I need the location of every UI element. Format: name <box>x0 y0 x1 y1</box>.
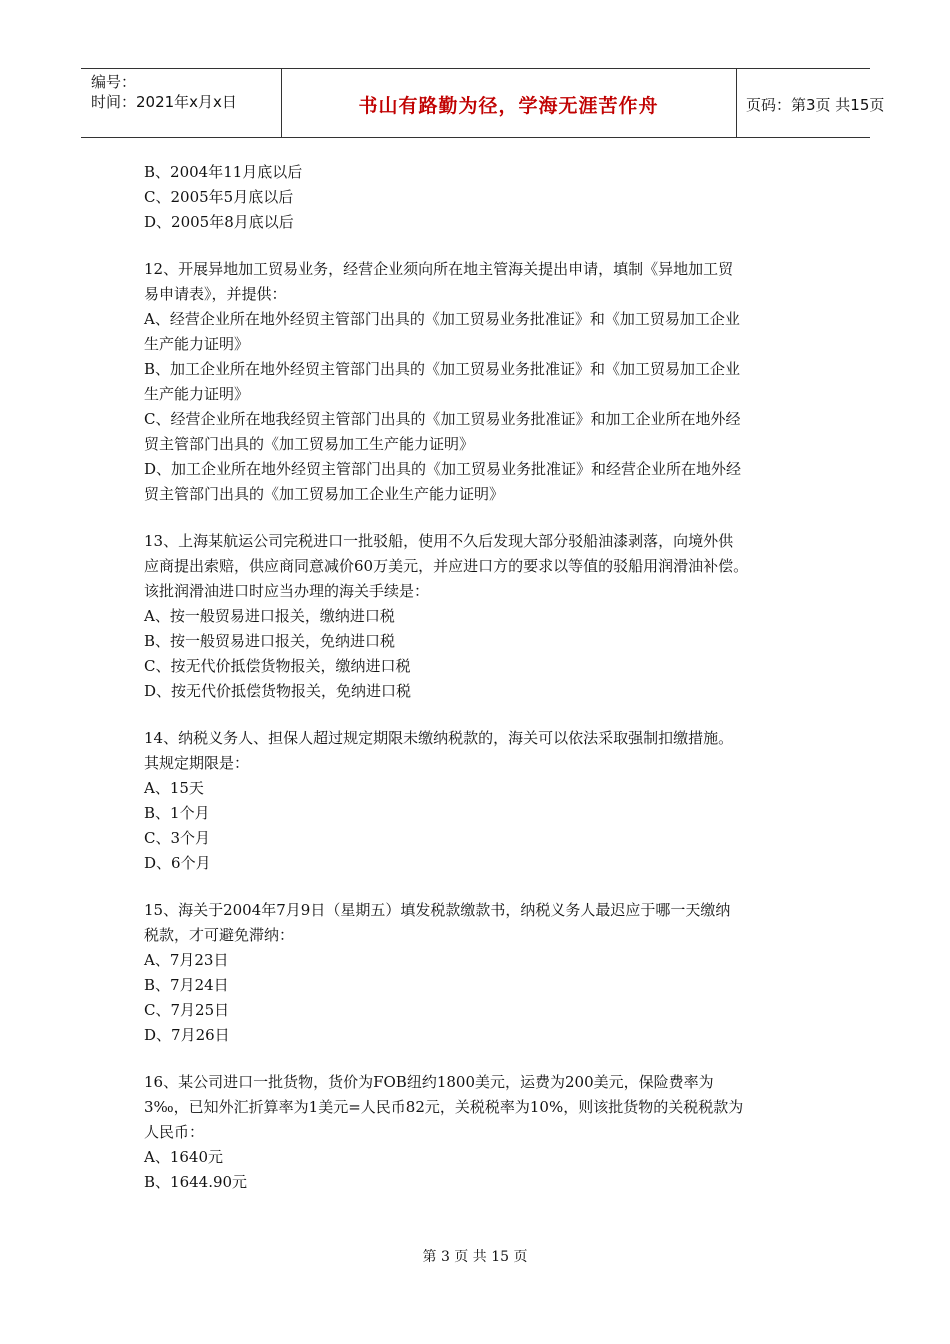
text-line: 应商提出索赔，供应商同意减价60万美元，并应进口方的要求以等值的驳船用润滑油补偿。 <box>144 557 749 575</box>
paragraph-gap <box>144 876 824 898</box>
paragraph-gap <box>144 235 824 257</box>
text-line: D、2005年8月底以后 <box>144 213 294 231</box>
question-block <box>144 1070 824 1195</box>
question-block <box>144 529 824 704</box>
header-motto-cell <box>281 69 737 137</box>
question-continuation <box>144 160 824 235</box>
text-line: C、经营企业所在地我经贸主管部门出具的《加工贸易业务批准证》和加工企业所在地外经 <box>144 410 741 428</box>
question-block <box>144 898 824 1048</box>
question-block <box>144 257 824 507</box>
text-line: D、7月26日 <box>144 1026 230 1044</box>
header-page-code: 页码：第3页 共15页 <box>746 96 885 114</box>
text-line: C、按无代价抵偿货物报关，缴纳进口税 <box>144 657 411 675</box>
text-line: C、2005年5月底以后 <box>144 188 294 206</box>
text-line: D、6个月 <box>144 854 211 872</box>
text-line: 15、海关于2004年7月9日（星期五）填发税款缴款书，纳税义务人最迟应于哪一天缴纳 <box>144 901 731 919</box>
text-line: 14、纳税义务人、担保人超过规定期限未缴纳税款的，海关可以依法采取强制扣缴措施。 <box>144 729 734 747</box>
text-line: A、按一般贸易进口报关，缴纳进口税 <box>144 607 395 625</box>
document-date-label: 时间：2021年x月x日 <box>91 93 237 111</box>
text-line: 生产能力证明》 <box>144 335 250 353</box>
paragraph-gap <box>144 704 824 726</box>
text-line: 16、某公司进口一批货物，货价为FOB纽约1800美元，运费为200美元，保险费率为 <box>144 1073 714 1091</box>
text-line: B、1644.90元 <box>144 1173 248 1191</box>
text-line: 贸主管部门出具的《加工贸易加工企业生产能力证明》 <box>144 485 505 503</box>
header-page-cell <box>736 69 885 137</box>
text-line: D、加工企业所在地外经贸主管部门出具的《加工贸易业务批准证》和经营企业所在地外经 <box>144 460 742 478</box>
question-block <box>144 726 824 876</box>
text-line: 3‰，已知外汇折算率为1美元=人民币82元，关税税率为10%，则该批货物的关税税款为 <box>144 1098 744 1116</box>
text-line: D、按无代价抵偿货物报关，免纳进口税 <box>144 682 412 700</box>
header-info-cell <box>81 69 282 137</box>
page-footer: 第 3 页 共 15 页 <box>422 1249 528 1265</box>
text-line: A、15天 <box>144 779 204 797</box>
paragraph-gap <box>144 507 824 529</box>
text-line: 贸主管部门出具的《加工贸易加工生产能力证明》 <box>144 435 475 453</box>
header-motto: 书山有路勤为径，学海无涯苦作舟 <box>358 95 659 117</box>
text-line: 人民币： <box>144 1123 205 1141</box>
text-line: 12、开展异地加工贸易业务，经营企业须向所在地主管海关提出申请，填制《异地加工贸 <box>144 260 734 278</box>
text-line: 生产能力证明》 <box>144 385 250 403</box>
text-line: A、经营企业所在地外经贸主管部门出具的《加工贸易业务批准证》和《加工贸易加工企业 <box>144 310 740 328</box>
text-line: A、7月23日 <box>144 951 229 969</box>
text-line: A、1640元 <box>144 1148 224 1166</box>
text-line: C、7月25日 <box>144 1001 230 1019</box>
text-line: 其规定期限是： <box>144 754 250 772</box>
text-line: B、加工企业所在地外经贸主管部门出具的《加工贸易业务批准证》和《加工贸易加工企业 <box>144 360 741 378</box>
text-line: 税款，才可避免滞纳： <box>144 926 295 944</box>
text-line: C、3个月 <box>144 829 211 847</box>
text-line: B、7月24日 <box>144 976 229 994</box>
text-line: B、1个月 <box>144 804 210 822</box>
text-line: 该批润滑油进口时应当办理的海关手续是： <box>144 582 430 600</box>
text-line: 13、上海某航运公司完税进口一批驳船，使用不久后发现大部分驳船油漆剥落，向境外供 <box>144 532 734 550</box>
document-body <box>144 160 824 1195</box>
text-line: B、2004年11月底以后 <box>144 163 303 181</box>
document-number-label: 编号： <box>91 73 137 91</box>
text-line: B、按一般贸易进口报关，免纳进口税 <box>144 632 396 650</box>
text-line: 易申请表》，并提供： <box>144 285 287 303</box>
document-header <box>81 68 885 138</box>
paragraph-gap <box>144 1048 824 1070</box>
